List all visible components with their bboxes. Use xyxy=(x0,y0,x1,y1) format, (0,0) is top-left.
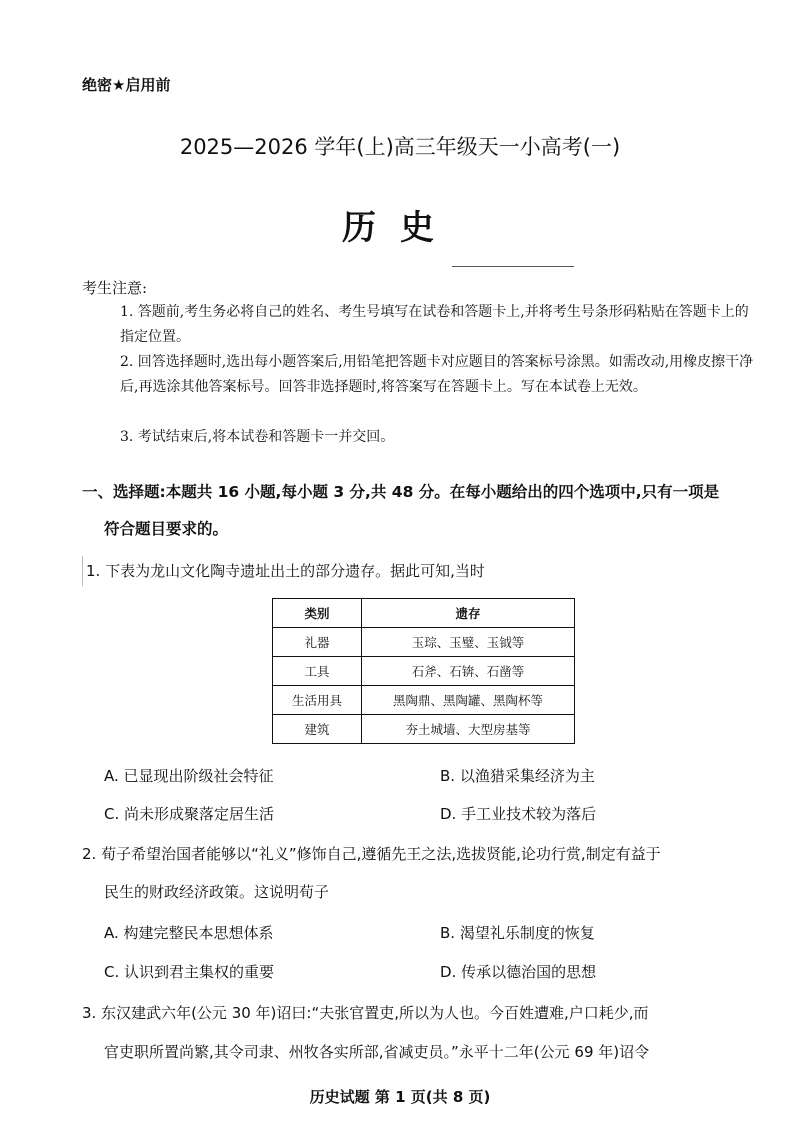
scan-edge-mark xyxy=(82,556,83,586)
question-2-option-a: A. 构建完整民本思想体系 xyxy=(104,924,274,942)
relics-table xyxy=(272,598,575,744)
page-footer: 历史试题 第 1 页(共 8 页) xyxy=(309,1088,491,1106)
subject-title: 历史 xyxy=(342,208,458,248)
table-header-category: 类别 xyxy=(273,599,362,628)
question-1-option-c: C. 尚未形成聚落定居生活 xyxy=(104,805,275,823)
table-row xyxy=(273,657,575,686)
question-2-stem-cont: 民生的财政经济政策。这说明荀子 xyxy=(104,883,330,901)
section-heading-cont: 符合题目要求的。 xyxy=(104,520,229,538)
question-3-stem-cont: 官吏职所置尚繁,其令司隶、州牧各实所部,省减吏员。”永平十二年(公元 69 年)诏令 xyxy=(104,1043,650,1061)
table-cell-relics: 夯土城墙、大型房基等 xyxy=(362,715,575,744)
table-cell-relics: 玉琮、玉璧、玉钺等 xyxy=(362,628,575,657)
title-divider xyxy=(452,266,574,267)
notice-item-3: 3. 考试结束后,将本试卷和答题卡一并交回。 xyxy=(120,429,395,445)
notice-heading: 考生注意: xyxy=(82,279,148,297)
question-2-option-c: C. 认识到君主集权的重要 xyxy=(104,963,275,981)
notice-item-2: 2. 回答选择题时,选出每小题答案后,用铅笔把答题卡对应题目的答案标号涂黑。如需改动,用橡皮擦干净后,再选涂其他答案标号。回答非选择题时,将答案写在答题卡上。写在本试卷上无效。 xyxy=(120,354,754,395)
question-2-option-b: B. 渴望礼乐制度的恢复 xyxy=(440,924,595,942)
table-cell-category: 生活用具 xyxy=(273,686,362,715)
table-cell-category: 工具 xyxy=(273,657,362,686)
table-cell-relics: 黑陶鼎、黑陶罐、黑陶杯等 xyxy=(362,686,575,715)
question-1-option-a: A. 已显现出阶级社会特征 xyxy=(104,767,274,785)
exam-title: 2025—2026 学年(上)高三年级天一小高考(一) xyxy=(179,135,621,159)
table-row xyxy=(273,628,575,657)
question-2-option-d: D. 传承以德治国的思想 xyxy=(440,963,597,981)
table-cell-category: 礼器 xyxy=(273,628,362,657)
table-header-relics: 遗存 xyxy=(362,599,575,628)
section-heading: 一、选择题:本题共 16 小题,每小题 3 分,共 48 分。在每小题给出的四个选项中,只有一项是 xyxy=(82,483,720,501)
table-row xyxy=(273,686,575,715)
question-1-stem: 1. 下表为龙山文化陶寺遗址出土的部分遗存。据此可知,当时 xyxy=(86,562,485,580)
question-1-option-d: D. 手工业技术较为落后 xyxy=(440,805,597,823)
question-2-stem: 2. 荀子希望治国者能够以“礼义”修饰自己,遵循先王之法,选拔贤能,论功行赏,制定有益于 xyxy=(82,845,661,863)
notice-item-1: 1. 答题前,考生务必将自己的姓名、考生号填写在试卷和答题卡上,并将考生号条形码粘贴在答题卡上的指定位置。 xyxy=(120,304,749,345)
table-cell-relics: 石斧、石锛、石凿等 xyxy=(362,657,575,686)
question-3-stem: 3. 东汉建武六年(公元 30 年)诏曰:“夫张官置吏,所以为人也。今百姓遭难,户口耗少,而 xyxy=(82,1004,649,1022)
question-1-option-b: B. 以渔猎采集经济为主 xyxy=(440,767,595,785)
table-cell-category: 建筑 xyxy=(273,715,362,744)
confidential-mark: 绝密★启用前 xyxy=(82,76,171,94)
table-row xyxy=(273,715,575,744)
table-header-row xyxy=(273,599,575,628)
